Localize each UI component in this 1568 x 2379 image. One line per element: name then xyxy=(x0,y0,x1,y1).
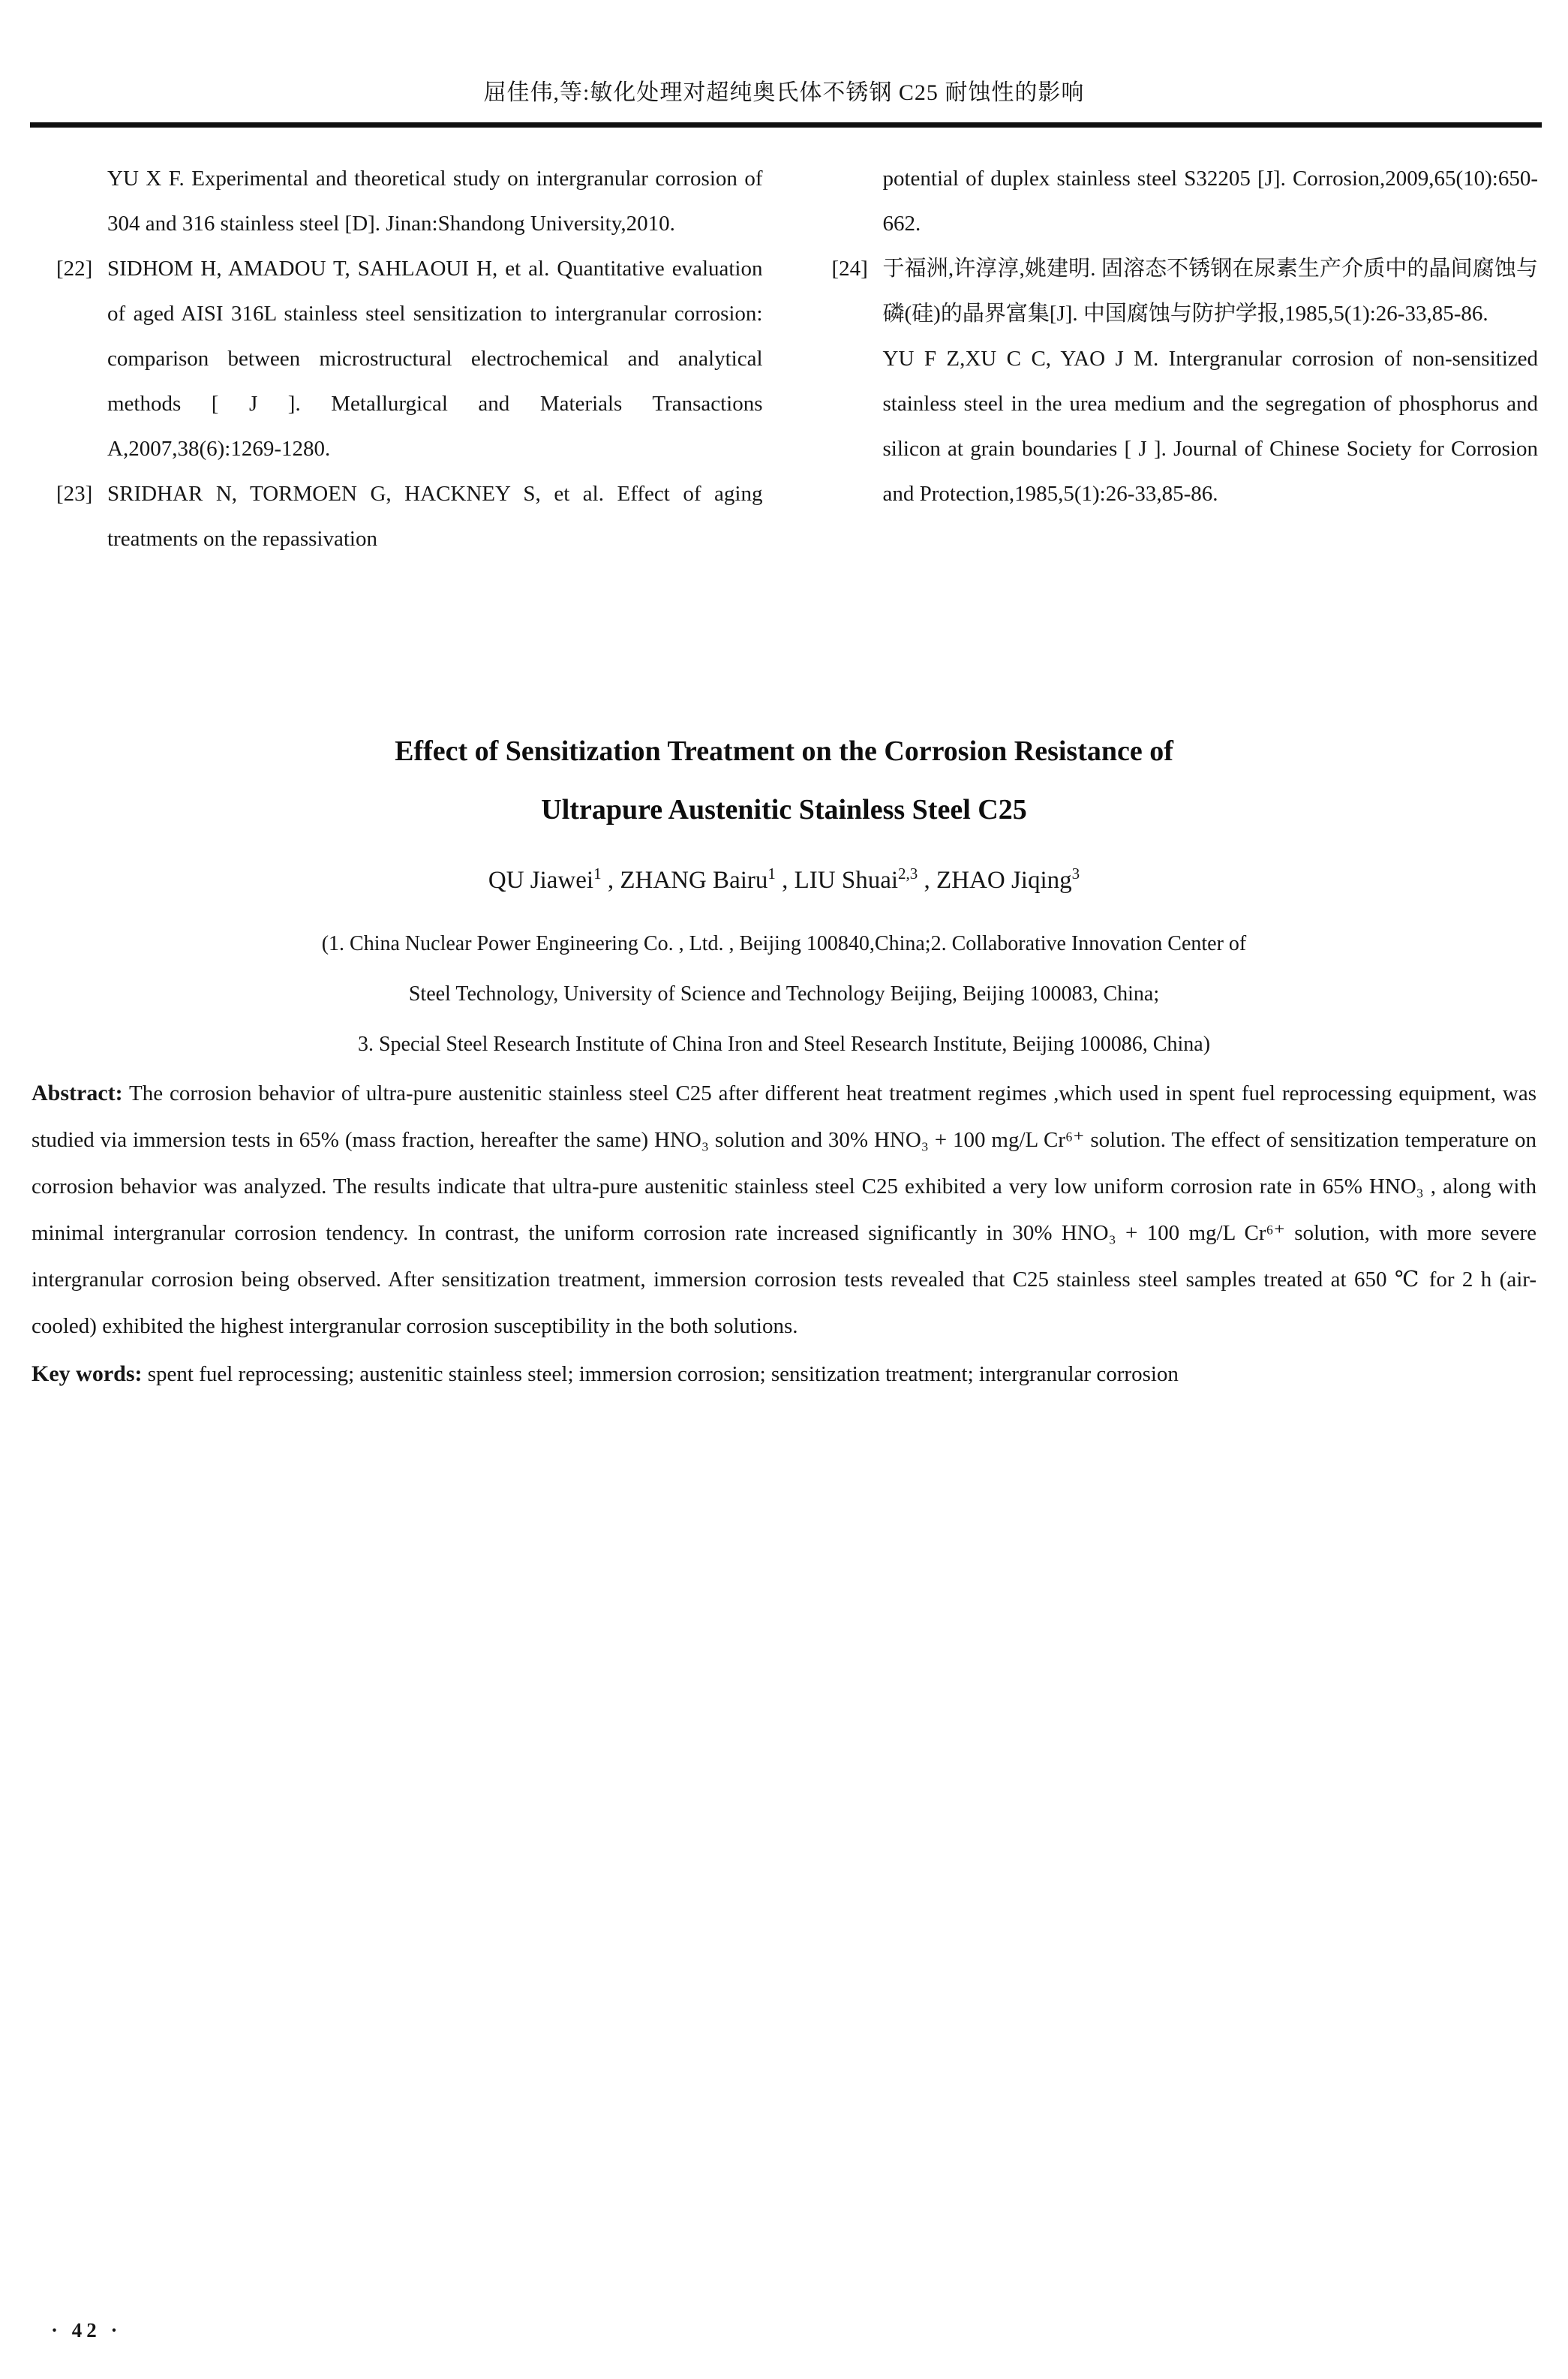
affiliation-line: 3. Special Steel Research Institute of China Iron and Steel Research Institute, Beijing 100086, China) xyxy=(357,1033,1211,1056)
affiliation-line: (1. China Nuclear Power Engineering Co. , Ltd. , Beijing 100840,China;2. Collaborative Innovation Center of xyxy=(321,932,1247,955)
reference-entry xyxy=(832,336,1539,516)
keywords-paragraph xyxy=(32,1351,1536,1397)
reference-label xyxy=(56,156,107,246)
references-section xyxy=(56,156,1538,561)
abstract-text: The corrosion behavior of ultra-pure austenitic stainless steel C25 after different heat treatment regimes ,which used in spent fuel reprocessing equipment, was studied via immersion tests in 65% (mass fraction, hereafter the same) HNO₃ solution and 30% HNO₃ + 100 mg/L Cr⁶⁺ solution. The effect of sensitization temperature on corrosion behavior was analyzed. The results indicate that ultra-pure austenitic stainless steel C25 exhibited a very low uniform corrosion rate in 65% HNO₃ , along with minimal intergranular corrosion tendency. In contrast, the uniform corrosion rate increased significantly in 30% HNO₃ + 100 mg/L Cr⁶⁺ solution, with more severe intergranular corrosion being observed. After sensitization treatment, immersion corrosion tests revealed that C25 stainless steel samples treated at 650 ℃ for 2 h (air-cooled) exhibited the highest intergranular corrosion susceptibility in the both solutions. xyxy=(32,1081,1536,1338)
article-title xyxy=(0,722,1568,839)
affiliations-block xyxy=(0,919,1568,1069)
reference-entry xyxy=(56,471,763,561)
reference-label: [22] xyxy=(56,257,93,281)
abstract-paragraph xyxy=(32,1070,1536,1349)
article-title-line1: Effect of Sensitization Treatment on the Corrosion Resistance of xyxy=(395,735,1173,767)
keywords-label: Key words: xyxy=(32,1361,143,1386)
reference-text: YU F Z,XU C C, YAO J M. Intergranular corrosion of non-sensitized stainless steel in the urea medium and the segregation of phosphorus and silicon at grain boundaries [ J ]. Journal of Chinese Society for Corrosion and Protection,1985,5(1):26-33,85-86. xyxy=(882,347,1538,506)
header-rule xyxy=(30,122,1542,128)
reference-text: SIDHOM H, AMADOU T, SAHLAOUI H, et al. Quantitative evaluation of aged AISI 316L stainless steel sensitization to intergranular corrosion: comparison between microstructural electrochemical and analytical methods [ J ]. Metallurgical and Materials Transactions A,2007,38(6):1269-1280. xyxy=(107,257,763,461)
references-right-column xyxy=(832,156,1539,561)
reference-entry xyxy=(832,156,1539,246)
reference-label: [23] xyxy=(56,482,93,506)
affiliation-line: Steel Technology, University of Science and Technology Beijing, Beijing 100083, China; xyxy=(408,982,1160,1006)
reference-label xyxy=(832,156,883,246)
page-number: · 42 · xyxy=(51,2319,122,2341)
reference-label xyxy=(832,336,883,516)
reference-entry xyxy=(56,246,763,471)
reference-text: potential of duplex stainless steel S32205 [J]. Corrosion,2009,65(10):650-662. xyxy=(882,167,1538,236)
article-title-line2: Ultrapure Austenitic Stainless Steel C25 xyxy=(541,794,1027,826)
reference-text: 于福洲,许淳淳,姚建明. 固溶态不锈钢在尿素生产介质中的晶间腐蚀与磷(硅)的晶界富集[J]. 中国腐蚀与防护学报,1985,5(1):26-33,85-86. xyxy=(882,257,1538,326)
reference-text: YU X F. Experimental and theoretical study on intergranular corrosion of 304 and 316 stainless steel [D]. Jinan:Shandong University,2010. xyxy=(107,167,763,236)
reference-entry xyxy=(56,156,763,246)
abstract-label: Abstract: xyxy=(32,1081,123,1105)
authors-line: QU Jiawei$^1$ , ZHANG Bairu$^1$ , LIU Shuai$^{2,3}$ , ZHAO Jiqing$^3$ xyxy=(488,865,1080,894)
reference-label: [24] xyxy=(831,257,868,281)
abstract-and-keywords xyxy=(32,1070,1536,1397)
references-left-column xyxy=(56,156,763,561)
reference-entry xyxy=(832,246,1539,336)
running-header: 屈佳伟,等:敏化处理对超纯奥氏体不锈钢 C25 耐蚀性的影响 xyxy=(483,80,1085,105)
keywords-text: spent fuel reprocessing; austenitic stainless steel; immersion corrosion; sensitization treatment; intergranular corrosion xyxy=(142,1362,1179,1386)
reference-text: SRIDHAR N, TORMOEN G, HACKNEY S, et al. Effect of aging treatments on the repassivation xyxy=(107,482,763,551)
